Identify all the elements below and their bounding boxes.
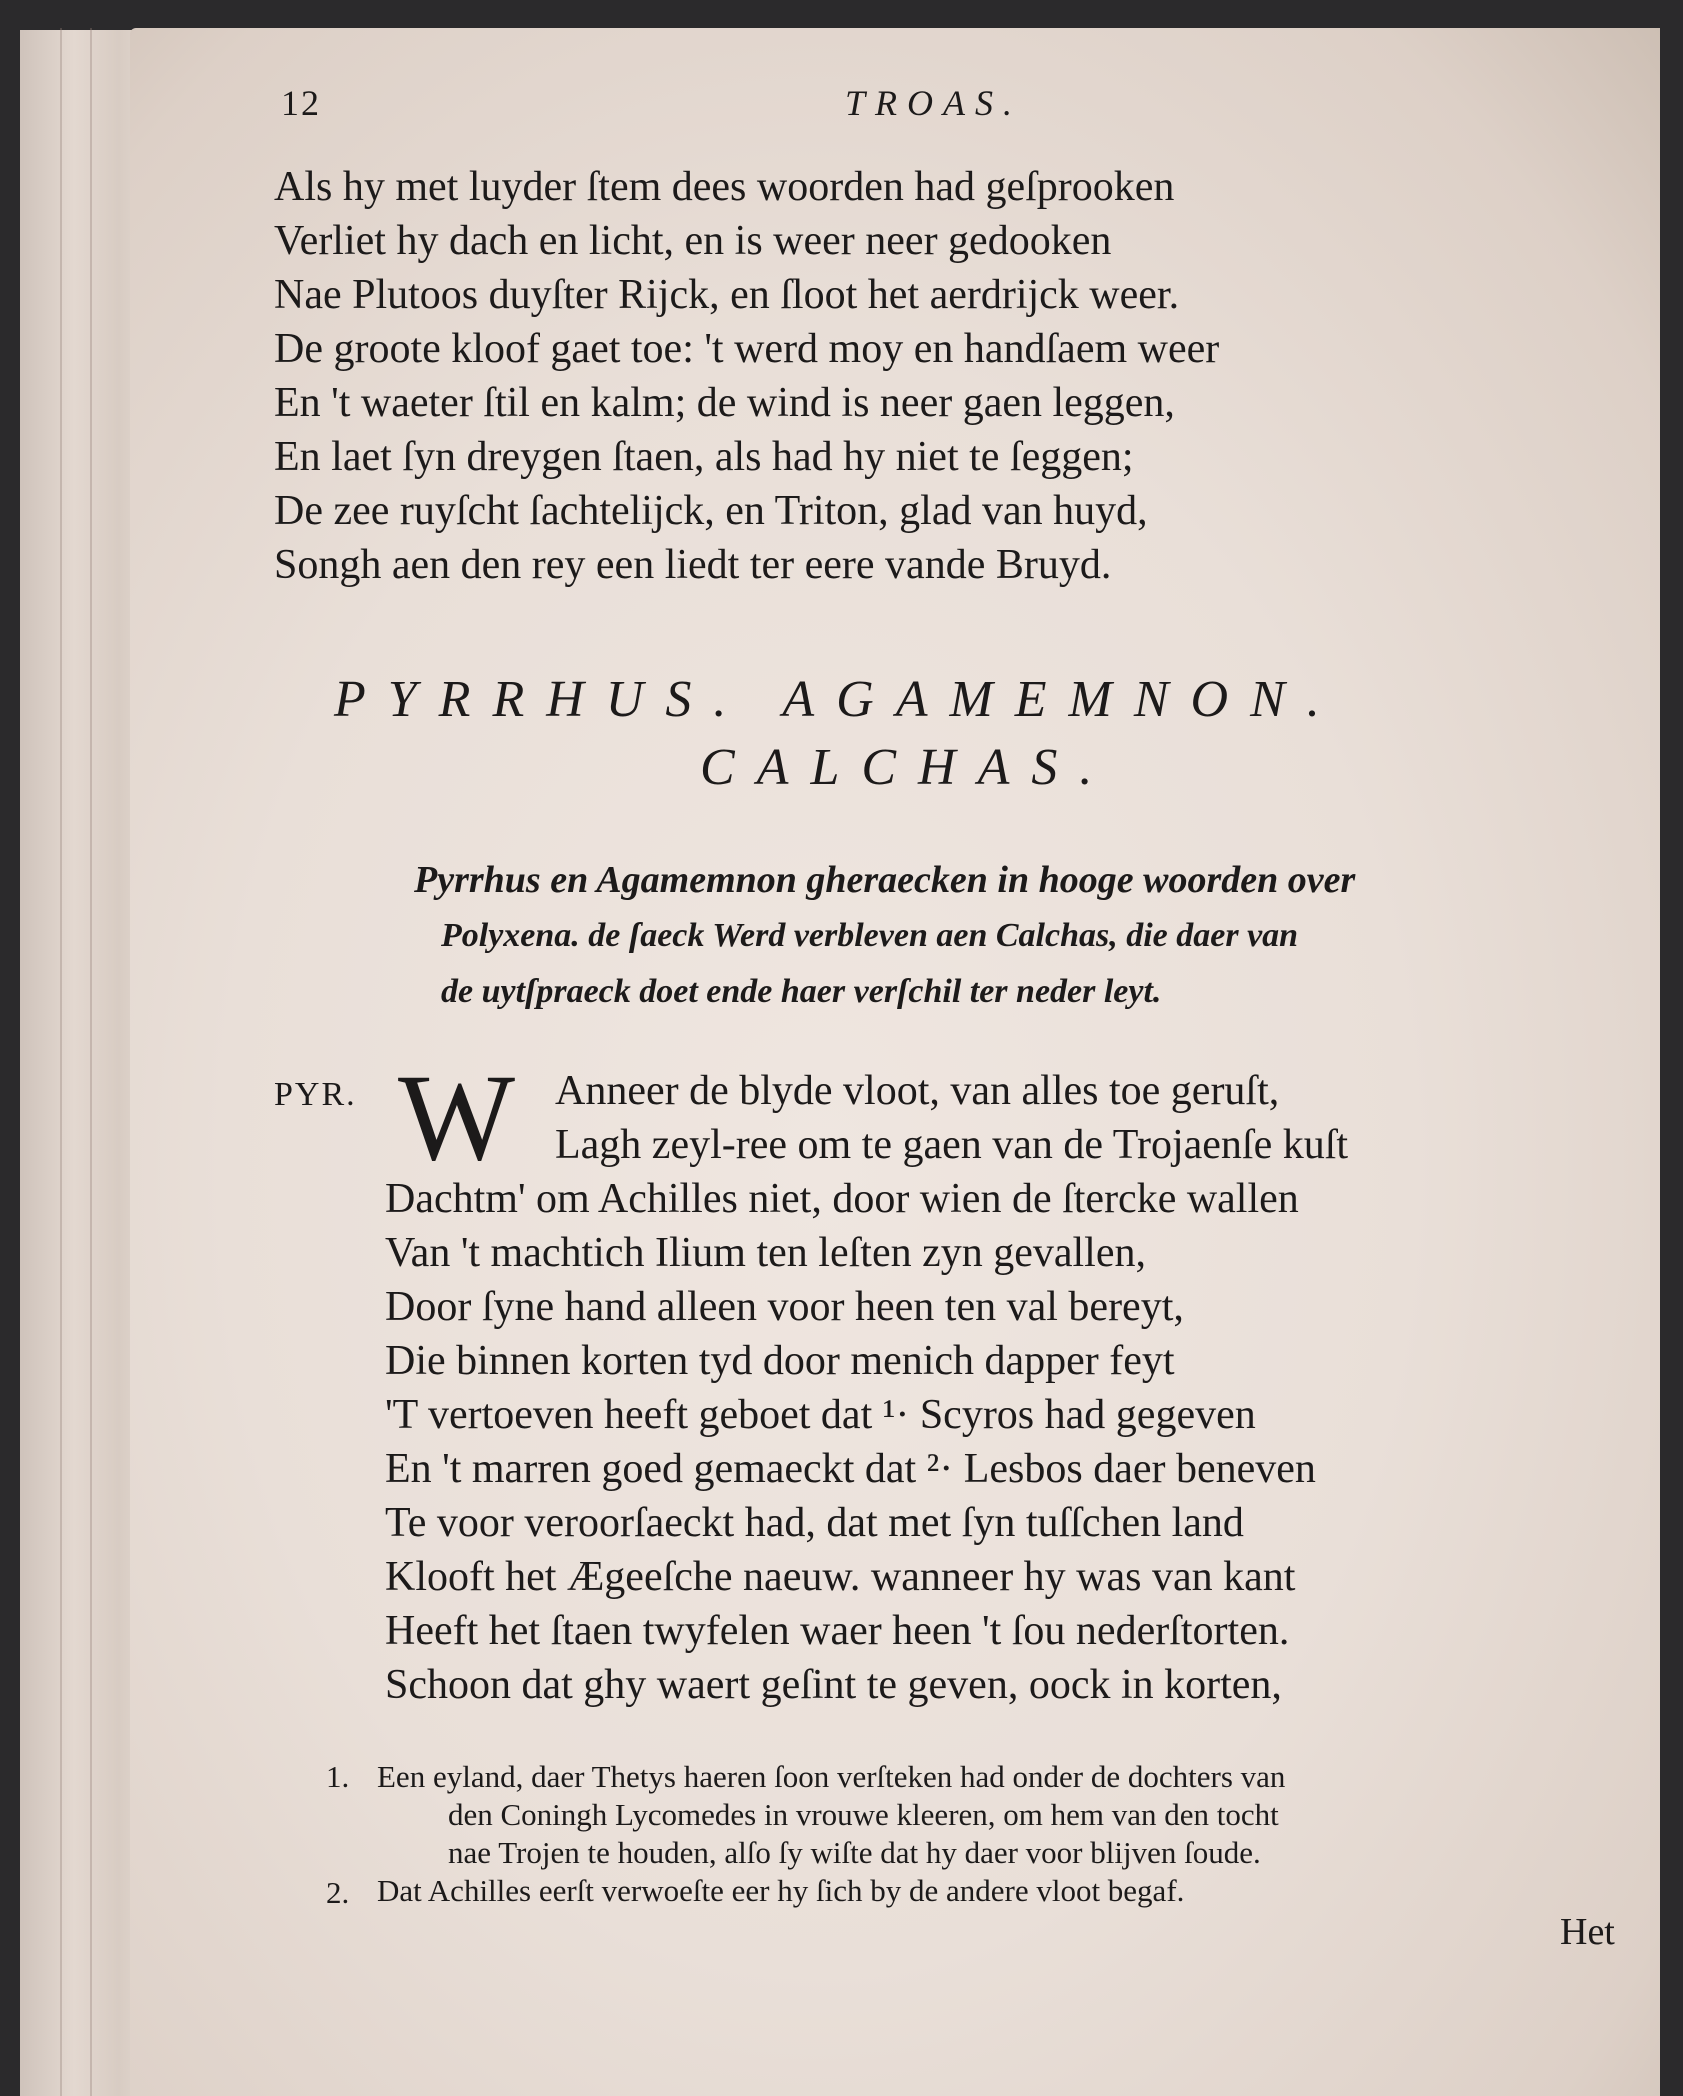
verse-line: 'T vertoeven heeft geboet dat ¹· Scyros had gegeven xyxy=(385,1392,1256,1438)
verse-line: Dachtm' om Achilles niet, door wien de ſtercke wallen xyxy=(385,1176,1299,1222)
footnote-line: nae Trojen te houden, alſo ſy wiſte dat hy daer voor blijven ſoude. xyxy=(448,1835,1261,1870)
catchword: Het xyxy=(1560,1911,1615,1953)
verse-line: En 't waeter ſtil en kalm; de wind is neer gaen leggen, xyxy=(274,380,1175,426)
verse-line: Nae Plutoos duyſter Rijck, en ſloot het aerdrijck weer. xyxy=(274,272,1180,318)
drop-cap: W xyxy=(398,1049,516,1186)
argument-line: de uytſpraeck doet ende haer verſchil ter neder leyt. xyxy=(441,973,1162,1010)
footnote-marker: 1. xyxy=(326,1759,350,1794)
footnote-line: Dat Achilles eerſt verwoeſte eer hy ſich by de andere vloot begaf. xyxy=(377,1873,1185,1908)
verse-line: Anneer de blyde vloot, van alles toe geruſt, xyxy=(555,1068,1280,1114)
verse-line: Heeft het ſtaen twyfelen waer heen 't ſou nederſtorten. xyxy=(385,1608,1290,1654)
footnote-marker: 2. xyxy=(326,1875,350,1910)
verse-line: Door ſyne hand alleen voor heen ten val bereyt, xyxy=(385,1284,1184,1330)
verse-line: De zee ruyſcht ſachtelijck, en Triton, glad van huyd, xyxy=(274,488,1148,534)
verse-line: Lagh zeyl-ree om te gaen van de Trojaenſe kuſt xyxy=(555,1122,1349,1168)
argument-line: Polyxena. de ſaeck Werd verbleven aen Calchas, die daer van xyxy=(441,917,1299,954)
page-edge xyxy=(90,28,92,2096)
speaker-label: PYR. xyxy=(274,1076,357,1113)
verse-line: Songh aen den rey een liedt ter eere vande Bruyd. xyxy=(274,542,1112,588)
verse-line: Verliet hy dach en licht, en is weer neer gedooken xyxy=(274,218,1112,264)
verse-line: De groote kloof gaet toe: 't werd moy en handſaem weer xyxy=(274,326,1220,372)
scene-heading-line2: CALCHAS. xyxy=(700,739,1115,796)
running-title: TROAS. xyxy=(845,83,1022,123)
verse-line: Als hy met luyder ſtem dees woorden had geſprooken xyxy=(274,164,1175,210)
verse-line: Klooft het Ægeeſche naeuw. wanneer hy was van kant xyxy=(385,1554,1296,1600)
verse-line: En laet ſyn dreygen ſtaen, als had hy niet te ſeggen; xyxy=(274,434,1134,480)
argument-line: Pyrrhus en Agamemnon gheraecken in hooge woorden over xyxy=(414,859,1356,901)
verse-line: Te voor veroorſaeckt had, dat met ſyn tuſſchen land xyxy=(385,1500,1244,1546)
footnote-line: den Coningh Lycomedes in vrouwe kleeren, om hem van den tocht xyxy=(448,1797,1279,1832)
verse-line: En 't marren goed gemaeckt dat ²· Lesbos daer beneven xyxy=(385,1446,1316,1492)
page-number: 12 xyxy=(281,83,321,123)
verse-line: Schoon dat ghy waert geſint te geven, oock in korten, xyxy=(385,1662,1282,1708)
footnote-line: Een eyland, daer Thetys haeren ſoon verſteken had onder de dochters van xyxy=(377,1759,1286,1794)
verse-line: Van 't machtich Ilium ten leſten zyn gevallen, xyxy=(385,1230,1146,1276)
page-edge xyxy=(60,28,62,2096)
verse-line: Die binnen korten tyd door menich dapper feyt xyxy=(385,1338,1175,1384)
scene-heading-line1: PYRRHUS. AGAMEMNON. xyxy=(334,671,1342,728)
